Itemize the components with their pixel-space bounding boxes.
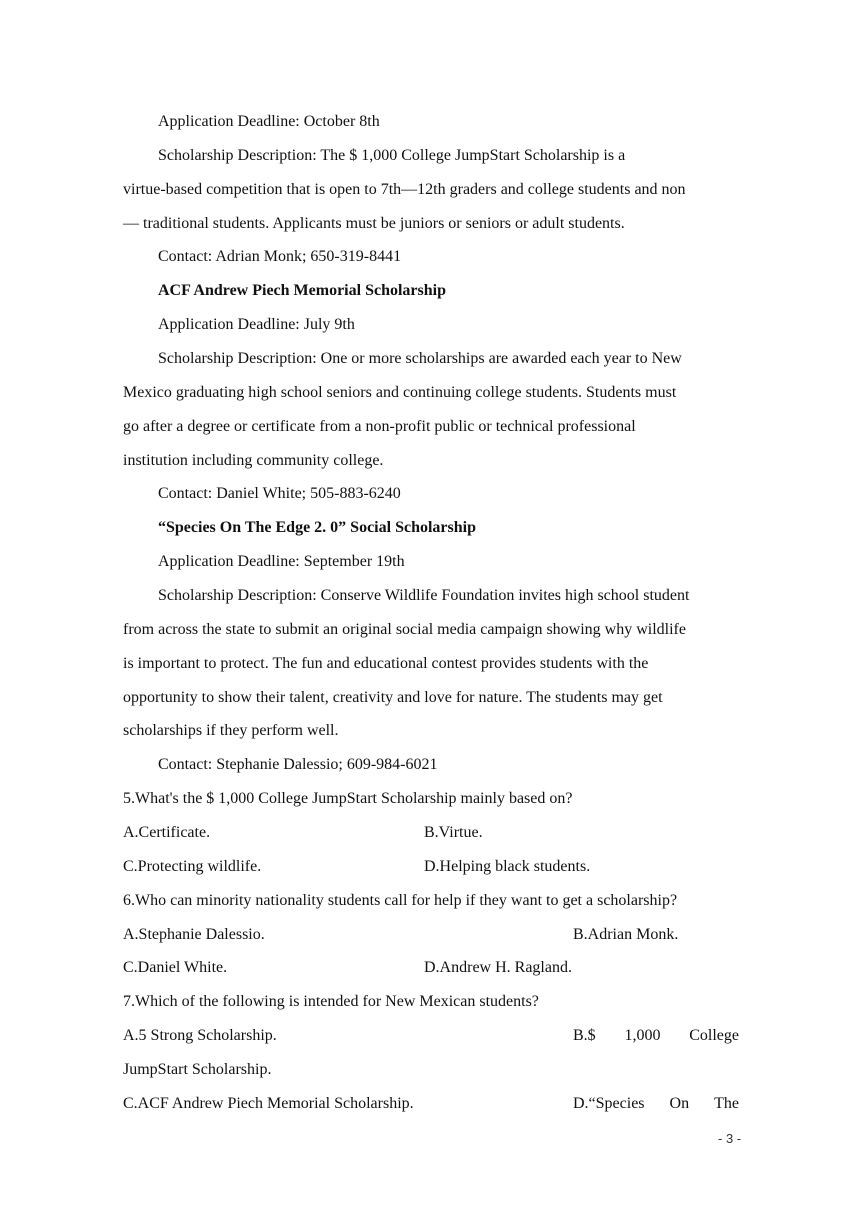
option-d-word: D.“Species <box>573 1095 645 1112</box>
description-line: Scholarship Description: One or more scholarships are awarded each year to New <box>158 350 682 367</box>
description-line: scholarships if they perform well. <box>123 722 339 739</box>
option-d <box>573 1093 739 1115</box>
deadline-line: Application Deadline: July 9th <box>158 316 355 333</box>
option-d-word: The <box>714 1095 739 1112</box>
option-d: D.Helping black students. <box>424 858 591 875</box>
option-row <box>123 957 738 979</box>
deadline-line: Application Deadline: September 19th <box>158 553 405 570</box>
description-line: opportunity to show their talent, creativity and love for nature. The students may get <box>123 689 663 706</box>
option-b: B.Virtue. <box>424 824 483 841</box>
option-row <box>123 822 738 844</box>
option-row <box>123 924 738 946</box>
description-line: from across the state to submit an original social media campaign showing why wildlife <box>123 621 686 638</box>
option-c: C.Protecting wildlife. <box>123 858 262 875</box>
contact-line: Contact: Stephanie Dalessio; 609-984-6021 <box>158 756 438 773</box>
option-d: D.Andrew H. Ragland. <box>424 959 572 976</box>
question-stem: 6.Who can minority nationality students call for help if they want to get a scholarship? <box>123 892 678 909</box>
description-line: Scholarship Description: The $ 1,000 College JumpStart Scholarship is a <box>158 147 626 164</box>
option-b-word: College <box>689 1027 739 1044</box>
page-number: - 3 - <box>718 1131 742 1146</box>
contact-line: Contact: Adrian Monk; 650-319-8441 <box>158 248 402 265</box>
option-row <box>123 1025 738 1047</box>
option-b-continuation: JumpStart Scholarship. <box>123 1061 272 1078</box>
option-a: A.Stephanie Dalessio. <box>123 926 265 943</box>
question-stem: 7.Which of the following is intended for New Mexican students? <box>123 993 539 1010</box>
description-line: Scholarship Description: Conserve Wildlife Foundation invites high school student <box>158 587 690 604</box>
description-line: virtue-based competition that is open to 7th—12th graders and college students and non <box>123 181 686 198</box>
deadline-line: Application Deadline: October 8th <box>158 113 380 130</box>
description-line: institution including community college. <box>123 452 384 469</box>
option-b <box>573 1025 739 1047</box>
description-line: go after a degree or certificate from a non-profit public or technical professional <box>123 418 636 435</box>
option-row <box>123 1093 738 1115</box>
option-a: A.Certificate. <box>123 824 211 841</box>
option-row <box>123 856 738 878</box>
option-b-word: 1,000 <box>624 1027 661 1044</box>
description-line: Mexico graduating high school seniors and continuing college students. Students must <box>123 384 677 401</box>
option-a: A.5 Strong Scholarship. <box>123 1027 277 1044</box>
description-line: is important to protect. The fun and educational contest provides students with the <box>123 655 649 672</box>
option-c: C.Daniel White. <box>123 959 228 976</box>
scholarship-heading: “Species On The Edge 2. 0” Social Scholarship <box>158 519 476 536</box>
option-d-word: On <box>669 1095 690 1112</box>
option-c: C.ACF Andrew Piech Memorial Scholarship. <box>123 1095 414 1112</box>
option-b: B.Adrian Monk. <box>573 926 679 943</box>
option-b-word: B.$ <box>573 1027 596 1044</box>
contact-line: Contact: Daniel White; 505-883-6240 <box>158 485 401 502</box>
question-stem: 5.What's the $ 1,000 College JumpStart Scholarship mainly based on? <box>123 790 573 807</box>
scholarship-heading: ACF Andrew Piech Memorial Scholarship <box>158 282 446 299</box>
description-line: — traditional students. Applicants must be juniors or seniors or adult students. <box>123 215 625 232</box>
